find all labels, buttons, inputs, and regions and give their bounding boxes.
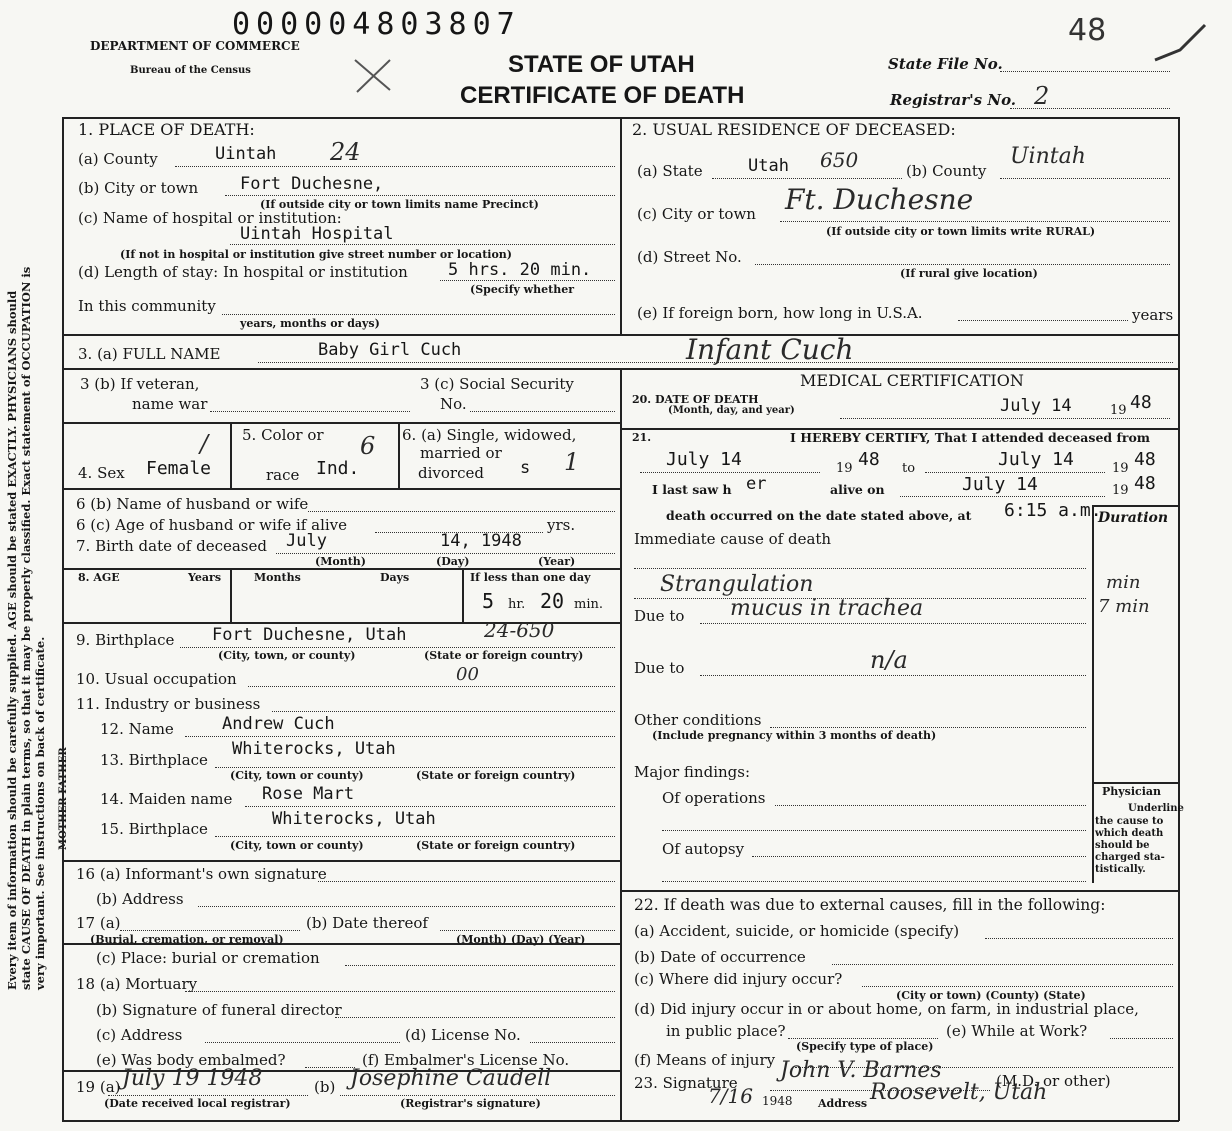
death-year-19: 19 xyxy=(1110,403,1127,418)
last-saw-label: I last saw h xyxy=(652,482,732,497)
registrar-date-caption: (Date received local registrar) xyxy=(104,1097,291,1110)
external-f: (f) Means of injury xyxy=(634,1051,776,1069)
side-note-line1: Every item of information should be carefully supplied. AGE should be stated EXACTLY. PHYSICIANS should xyxy=(5,290,19,990)
burial-date-label: (b) Date thereof xyxy=(306,914,428,932)
last-saw-date: July 14 xyxy=(962,474,1038,495)
bureau-label: Bureau of the Census xyxy=(130,65,251,76)
veteran-war-label: name war xyxy=(132,395,208,413)
stay-label: (d) Length of stay: In hospital or institution xyxy=(78,263,408,281)
registrar-date: July 19 1948 xyxy=(122,1066,263,1091)
stated-label: death occurred on the date stated above, at xyxy=(666,508,972,523)
birth-date-label: 7. Birth date of deceased xyxy=(76,537,267,555)
external-d: (d) Did injury occur in or about home, on farm, in industrial place, xyxy=(634,1000,1139,1018)
birthplace-caption2: (State or foreign country) xyxy=(424,649,584,662)
immediate-duration: min xyxy=(1106,572,1141,593)
physician-address: Roosevelt, Utah xyxy=(870,1080,1048,1105)
marital-label3: divorced xyxy=(418,464,484,482)
husband-name-label: 6 (b) Name of husband or wife xyxy=(76,495,309,513)
sex-code: / xyxy=(200,430,209,458)
external-d2: in public place? xyxy=(666,1022,786,1040)
race-label: race xyxy=(266,466,300,484)
race-code: 6 xyxy=(360,432,376,460)
father-birthplace-label: 13. Birthplace xyxy=(100,751,208,769)
page-number: 48 xyxy=(1068,13,1107,48)
director-sig-label: (b) Signature of funeral director xyxy=(96,1001,342,1019)
city-value: Fort Duchesne, xyxy=(240,174,384,194)
operations-label: Of operations xyxy=(662,789,766,807)
community-note: years, months or days) xyxy=(240,317,380,330)
informant-sig-label: 16 (a) Informant's own signature xyxy=(76,865,327,883)
side-note-line3: very important. See instructions on back of certificate. xyxy=(33,636,47,990)
county-value: Uintah xyxy=(215,144,277,164)
res-street-note: (If rural give location) xyxy=(900,267,1038,280)
informant-address-label: (b) Address xyxy=(96,890,184,908)
sex-value: Female xyxy=(146,458,212,479)
date-of-death-label: 20. DATE OF DEATH xyxy=(632,393,759,406)
community-label: In this community xyxy=(78,297,216,315)
date-of-death-year: 48 xyxy=(1130,392,1152,413)
age-minutes: 20 xyxy=(540,589,565,613)
marital-value: s xyxy=(520,458,531,478)
registrar-sig-label: (b) xyxy=(314,1078,336,1096)
due-to-1-duration: 7 min xyxy=(1098,596,1150,617)
physician-note3: the cause to xyxy=(1095,816,1164,827)
age-days-label: Days xyxy=(380,571,410,584)
md-label: (M.D. or other) xyxy=(996,1072,1111,1090)
embalmed-label: (e) Was body embalmed? xyxy=(96,1051,286,1069)
father-caption2: (State or foreign country) xyxy=(416,769,576,782)
age-min-label: min. xyxy=(574,597,603,612)
dept-label: DEPARTMENT OF COMMERCE xyxy=(90,39,300,53)
occupation-code: 00 xyxy=(456,664,479,685)
residence-heading: 2. USUAL RESIDENCE OF DECEASED: xyxy=(632,120,956,139)
external-e: (e) While at Work? xyxy=(946,1022,1088,1040)
other-conditions-label: Other conditions xyxy=(634,711,762,729)
res-city-value: Ft. Duchesne xyxy=(785,183,974,216)
cert-to-label: to xyxy=(902,461,916,476)
mother-birthplace-label: 15. Birthplace xyxy=(100,820,208,838)
mother-caption2: (State or foreign country) xyxy=(416,839,576,852)
birthplace-code: 24-650 xyxy=(484,618,555,642)
death-time: 6:15 a.m. xyxy=(1004,500,1102,521)
physician-note: Physician xyxy=(1102,785,1162,798)
place-heading: 1. PLACE OF DEATH: xyxy=(78,120,255,139)
birthplace-label: 9. Birthplace xyxy=(76,631,175,649)
parents-label: MOTHER FATHER xyxy=(58,747,69,850)
res-city-note: (If outside city or town limits write RURAL) xyxy=(826,225,1096,238)
external-c: (c) Where did injury occur? xyxy=(634,970,843,988)
cert-to-date: July 14 xyxy=(998,449,1074,470)
signature-year: 1948 xyxy=(762,1094,793,1108)
father-birthplace: Whiterocks, Utah xyxy=(232,739,396,759)
father-name-label: 12. Name xyxy=(100,720,174,738)
mother-maiden-label: 14. Maiden name xyxy=(100,790,233,808)
county-code: 24 xyxy=(330,138,361,166)
duration-label: Duration xyxy=(1098,510,1169,526)
occupation-label: 10. Usual occupation xyxy=(76,670,237,688)
side-note-line2: state CAUSE OF DEATH in plain terms, so that it may be properly classified. Exact statement of OCCUPATION is xyxy=(19,266,33,990)
father-caption1: (City, town or county) xyxy=(230,769,364,782)
certify-num: 21. xyxy=(632,431,652,444)
res-foreign-label: (e) If foreign born, how long in U.S.A. xyxy=(637,304,923,322)
external-caps: (City or town) (County) (State) xyxy=(896,989,1086,1002)
last-saw-year: 48 xyxy=(1134,473,1156,494)
month-caption: (Month) xyxy=(315,555,366,568)
res-county-label: (b) County xyxy=(906,162,987,180)
full-name-handwritten: Infant Cuch xyxy=(686,333,854,366)
burial-place-label: (c) Place: burial or cremation xyxy=(96,949,320,967)
cert-from-19: 19 xyxy=(836,461,853,476)
birth-day-year: 14, 1948 xyxy=(440,531,522,551)
res-state-value: Utah xyxy=(748,156,789,176)
external-spec: (Specify type of place) xyxy=(796,1040,934,1053)
physician-note7: tistically. xyxy=(1095,864,1146,875)
signature-date: 7/16 xyxy=(708,1084,753,1108)
res-city-label: (c) City or town xyxy=(637,205,756,223)
birthplace-caption1: (City, town, or county) xyxy=(218,649,356,662)
race-value: Ind. xyxy=(316,458,360,479)
res-county-value: Uintah xyxy=(1010,144,1086,169)
state-file-label: State File No. xyxy=(888,55,1003,73)
industry-label: 11. Industry or business xyxy=(76,695,261,713)
mother-birthplace: Whiterocks, Utah xyxy=(272,809,436,829)
mortuary-label: 18 (a) Mortuary xyxy=(76,975,198,993)
immediate-cause-label: Immediate cause of death xyxy=(634,530,832,548)
day-caption: (Day) xyxy=(436,555,470,568)
physician-note5: should be xyxy=(1095,840,1150,851)
ss-no-label: No. xyxy=(440,395,467,413)
registrar-no: 2 xyxy=(1034,82,1050,110)
cert-from-year: 48 xyxy=(858,449,880,470)
last-saw-her: er xyxy=(746,474,767,494)
husband-age-label: 6 (c) Age of husband or wife if alive xyxy=(76,516,348,534)
veteran-label: 3 (b) If veteran, xyxy=(80,375,200,393)
cert-to-year: 48 xyxy=(1134,449,1156,470)
birth-month: July xyxy=(286,531,327,551)
less-than-day-label: If less than one day xyxy=(470,571,591,584)
embalmer-license-label: (f) Embalmer's License No. xyxy=(362,1051,570,1069)
x-mark-icon xyxy=(345,50,405,100)
certificate-title: CERTIFICATE OF DEATH xyxy=(460,82,745,109)
physician-note2: Underline xyxy=(1128,803,1184,814)
due-to-1: mucus in trachea xyxy=(730,596,924,621)
hospital-value: Uintah Hospital xyxy=(240,224,394,244)
address-label: Address xyxy=(818,1097,868,1110)
marital-label2: married or xyxy=(420,444,502,462)
due-to-2-label: Due to xyxy=(634,659,685,677)
major-findings-label: Major findings: xyxy=(634,763,751,781)
burial-note: (Burial, cremation, or removal) xyxy=(90,933,284,946)
autopsy-label: Of autopsy xyxy=(662,840,745,858)
registrar-label: 19 (a) xyxy=(76,1078,121,1096)
burial-label: 17 (a) xyxy=(76,914,121,932)
external-b: (b) Date of occurrence xyxy=(634,948,806,966)
city-note: (If outside city or town limits name Precinct) xyxy=(260,198,539,211)
medical-heading: MEDICAL CERTIFICATION xyxy=(800,371,1024,390)
birthplace-value: Fort Duchesne, Utah xyxy=(212,625,407,645)
marital-label: 6. (a) Single, widowed, xyxy=(402,426,577,444)
year-caption: (Year) xyxy=(538,555,576,568)
father-name: Andrew Cuch xyxy=(222,714,335,734)
check-mark-icon xyxy=(1150,20,1210,70)
serial-number: 000004803807 xyxy=(232,7,521,42)
state-title: STATE OF UTAH xyxy=(508,51,695,78)
full-name-label: 3. (a) FULL NAME xyxy=(78,345,221,363)
hospital-note: (If not in hospital or institution give street number or location) xyxy=(120,248,512,261)
specify-note: (Specify whether xyxy=(470,283,575,296)
county-label: (a) County xyxy=(78,150,158,168)
mother-maiden: Rose Mart xyxy=(262,784,355,804)
alive-on-label: alive on xyxy=(830,482,885,497)
cert-to-19: 19 xyxy=(1112,461,1129,476)
res-state-label: (a) State xyxy=(637,162,703,180)
age-label: 8. AGE xyxy=(78,571,120,584)
age-years-label: Years xyxy=(188,571,222,584)
mortuary-address-label: (c) Address xyxy=(96,1026,183,1044)
due-to-2: n/a xyxy=(870,646,908,674)
signature-label: 23. Signature xyxy=(634,1074,738,1092)
mother-caption1: (City, town or county) xyxy=(230,839,364,852)
registrar-sig-caption: (Registrar's signature) xyxy=(400,1097,541,1110)
res-street-label: (d) Street No. xyxy=(637,248,742,266)
stay-value: 5 hrs. 20 min. xyxy=(448,260,592,280)
physician-note4: which death xyxy=(1095,828,1164,839)
license-label: (d) License No. xyxy=(405,1026,521,1044)
age-hours: 5 xyxy=(482,589,495,613)
res-years-label: years xyxy=(1132,306,1174,324)
external-heading: 22. If death was due to external causes, fill in the following: xyxy=(634,896,1106,914)
burial-date-caps: (Month) (Day) (Year) xyxy=(456,933,586,946)
cert-from-date: July 14 xyxy=(666,449,742,470)
last-saw-19: 19 xyxy=(1112,483,1129,498)
immediate-cause: Strangulation xyxy=(660,572,814,597)
date-of-death-value: July 14 xyxy=(1000,396,1072,416)
marital-code: 1 xyxy=(564,448,580,476)
physician-signature: John V. Barnes xyxy=(780,1058,942,1083)
age-hr-label: hr. xyxy=(508,597,526,612)
color-label: 5. Color or xyxy=(242,426,324,444)
other-conditions-note: (Include pregnancy within 3 months of death) xyxy=(652,729,937,742)
sex-label: 4. Sex xyxy=(78,464,125,482)
yrs-label: yrs. xyxy=(547,516,576,534)
date-of-death-sub: (Month, day, and year) xyxy=(668,405,795,416)
res-state-code: 650 xyxy=(820,148,859,172)
age-months-label: Months xyxy=(254,571,301,584)
certify-text: I HEREBY CERTIFY, That I attended deceased from xyxy=(790,430,1151,445)
registrar-signature: Josephine Caudell xyxy=(350,1066,552,1091)
ss-label: 3 (c) Social Security xyxy=(420,375,574,393)
hospital-label: (c) Name of hospital or institution: xyxy=(78,209,342,227)
due-to-1-label: Due to xyxy=(634,607,685,625)
full-name-value: Baby Girl Cuch xyxy=(318,340,462,360)
registrar-no-label: Registrar's No. xyxy=(890,91,1017,109)
city-label: (b) City or town xyxy=(78,179,199,197)
external-a: (a) Accident, suicide, or homicide (specify) xyxy=(634,922,960,940)
physician-note6: charged sta- xyxy=(1095,852,1165,863)
